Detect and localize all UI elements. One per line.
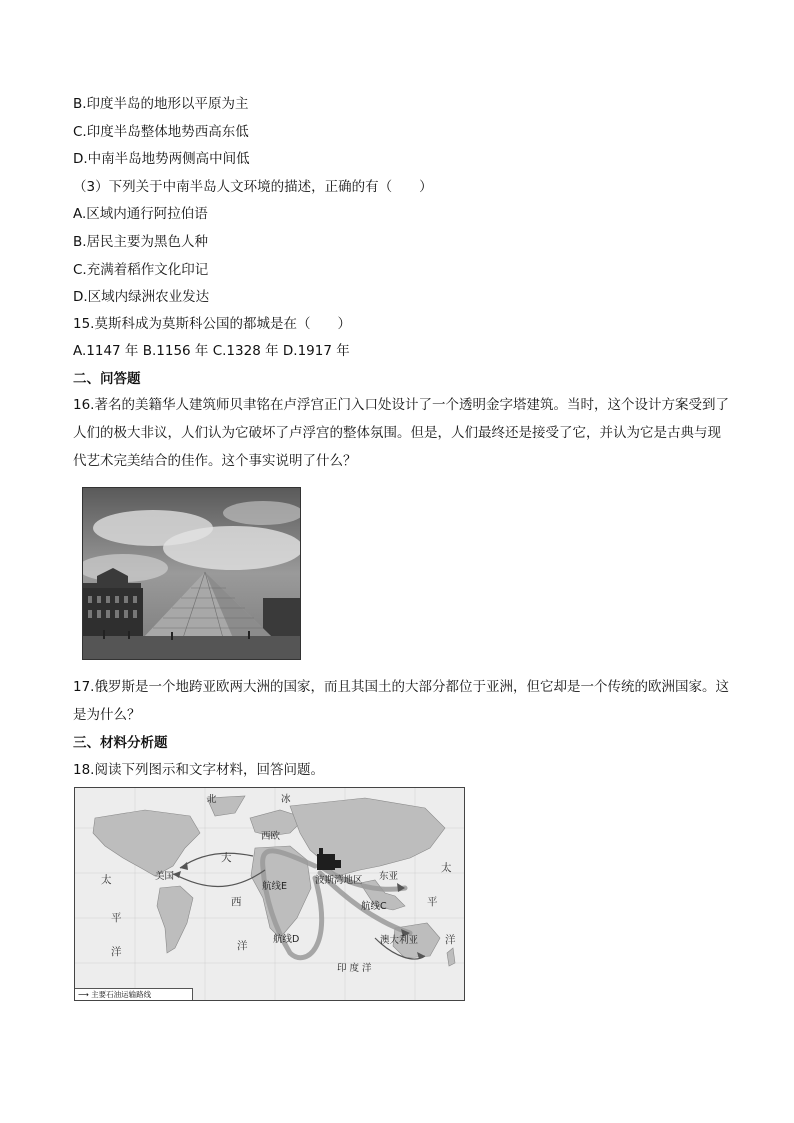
q14-option-b: B.印度半岛的地形以平原为主 [73, 96, 249, 112]
map-label-ice: 冰 [281, 794, 291, 805]
oil-routes-world-map [74, 787, 465, 1001]
q14-3-option-d: D.区域内绿洲农业发达 [73, 289, 210, 305]
map-label-route-e: 航线E [262, 881, 288, 892]
map-label-east-asia: 东亚 [379, 871, 399, 882]
q14-option-d: D.中南半岛地势两侧高中间低 [73, 151, 250, 167]
q18-stem: 18.阅读下列图示和文字材料，回答问题。 [73, 762, 324, 778]
map-label-atlantic-da: 大 [221, 852, 232, 864]
map-label-pacific-right-tai: 太 [441, 862, 452, 874]
q14-3-option-c: C.充满着稻作文化印记 [73, 262, 209, 278]
section2-title: 二、问答题 [73, 371, 141, 387]
map-label-australia: 澳大利亚 [380, 935, 419, 946]
map-label-usa: 美国 [155, 871, 175, 882]
map-label-pacific-left-tai: 太 [101, 874, 112, 886]
map-label-west-europe: 西欧 [261, 831, 281, 842]
q16-text: 16.著名的美籍华人建筑师贝聿铭在卢浮宫正门入口处设计了一个透明金字塔建筑。当时，这个设计方案受到了人们的极大非议，人们认为它破坏了卢浮宫的整体氛围。但是，人们最终还是接受了它，并认为它是古典与现代艺术完美结合的佳作。这个事实说明了什么？ [73, 397, 729, 469]
q15-stem: 15.莫斯科成为莫斯科公国的都城是在（ ） [73, 316, 351, 332]
map-label-pacific-left-ping: 平 [111, 912, 122, 924]
map-label-pacific-left-yang: 洋 [111, 946, 122, 958]
map-label-persian-gulf: 波斯湾地区 [315, 875, 363, 886]
map-label-route-c: 航线C [361, 901, 387, 912]
q14-3-stem: （3）下列关于中南半岛人文环境的描述，正确的有（ ） [73, 179, 433, 195]
map-label-route-d: 航线D [273, 934, 300, 945]
map-label-north: 北 [207, 794, 217, 805]
map-label-indian-ocean: 印 度 洋 [337, 963, 372, 974]
map-legend [75, 988, 193, 1000]
q14-option-c: C.印度半岛整体地势西高东低 [73, 124, 249, 140]
map-label-pacific-right-yang: 洋 [445, 934, 456, 946]
q17-text: 17.俄罗斯是一个地跨亚欧两大洲的国家，而且其国土的大部分都位于亚洲，但它却是一个传统的欧洲国家。这是为什么？ [73, 679, 729, 723]
legend-arrow-icon: ⟶ [78, 990, 92, 999]
legend-text: 主要石油运输路线 [91, 990, 152, 999]
section3-title: 三、材料分析题 [73, 735, 168, 751]
q14-3-option-b: B.居民主要为黑色人种 [73, 234, 209, 250]
map-label-pacific-right-ping: 平 [427, 896, 438, 908]
map-label-atlantic-xi: 西 [231, 896, 242, 908]
map-label-atlantic-yang: 洋 [237, 940, 248, 952]
louvre-pyramid-photo [82, 487, 301, 660]
q14-3-option-a: A.区域内通行阿拉伯语 [73, 206, 208, 222]
q15-options: A.1147 年 B.1156 年 C.1328 年 D.1917 年 [73, 343, 350, 359]
